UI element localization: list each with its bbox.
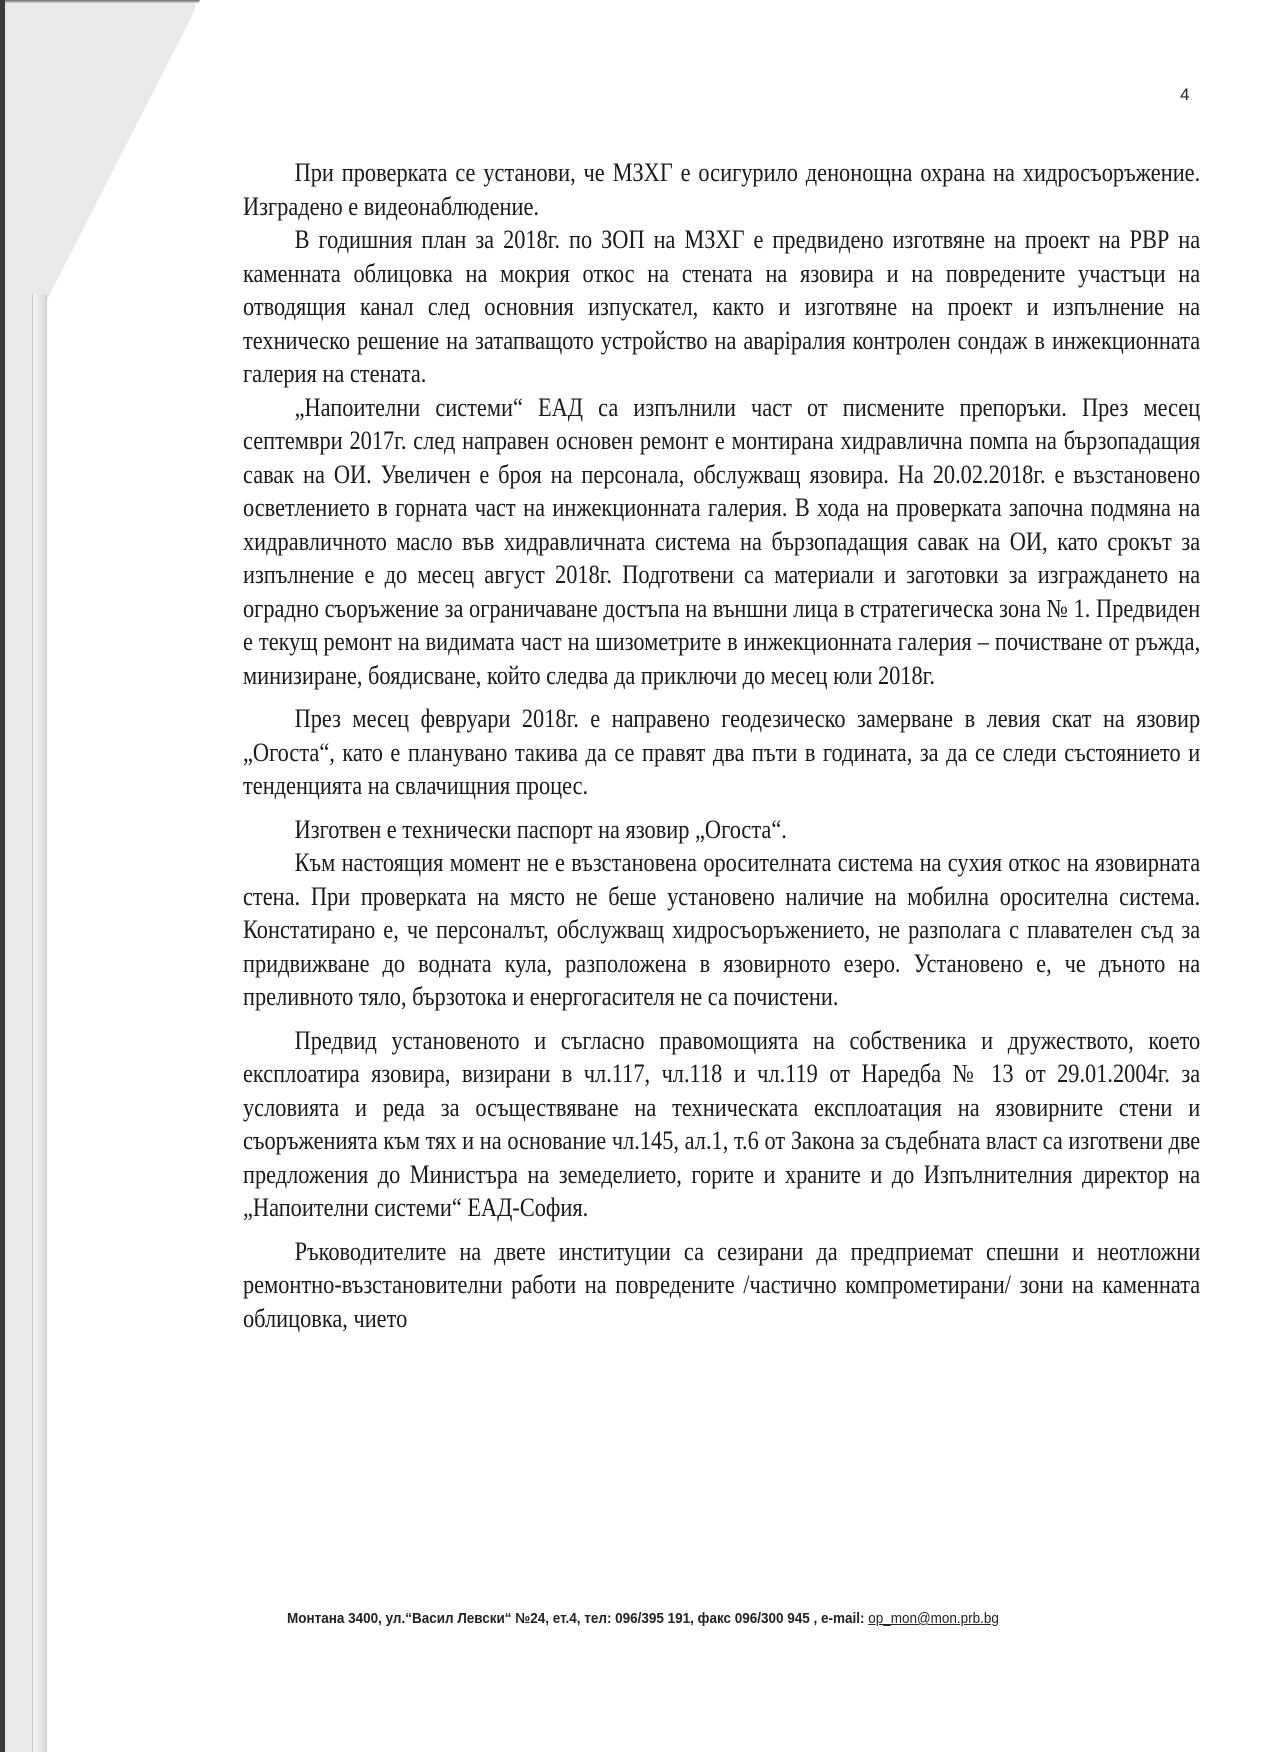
paragraph-technical-passport: Изготвен е технически паспорт на язовир „Огоста“. [294,814,787,844]
paragraph-current-status: Към настоящия момент не е възстановена оросителната система на сухия откос на язовирната стена. При проверката на място не беше установено наличие на мобилна оросителна система. Констатирано е, че персоналът, обслужващ хидросъоръжението, не разполага с плавателен съд за придвижване до водната кула, разположена в язовирното езеро. Установено е, че дъното на преливното тяло, бързотока и енергогасителя не са почистени. [243,848,1201,1011]
paragraph-legal-basis: Предвид установеното и съгласно правомощията на собственика и дружеството, което експлоатира язовира, визирани в чл.117, чл.118 и чл.119 от Наредба № 13 от 29.01.2004г. за условията и реда за осъществяване на техническата експлоатация на язовирните стени и съоръженията към тях и на основание чл.145, ал.1, т.6 от Закона за съдебната власт са изготвени две предложения до Министъра на земеделието, горите и храните и до Изпълнителния директор на „Напоителни системи“ ЕАД-София. [243,1025,1201,1222]
paragraph-geodetic-survey: През месец февруари 2018г. е направено геодезическо замерване в левия скат на язовир „Огоста“, като е планувано такива да се правят два пъти в годината, за да се следи състоянието и тенденцията на свлачищния процес. [243,704,1201,800]
document-body [243,156,1200,1335]
paragraph-irrigation-systems: „Напоителни системи“ ЕАД са изпълнили част от писмените препоръки. През месец септември 2017г. след направен основен ремонт е монтирана хидравлична помпа на бързопадащия савак на ОИ. Увеличен е броя на персонала, обслужващ язовира. На 20.02.2018г. е възстановено осветлението в горната част на инжекционната галерия. В хода на проверката започна подмяна на хидравличното масло във хидравличната система на бързопадащия савак на ОИ, като срокът за изпълнение е до месец август 2018г. Подготвени са материали и заготовки за изграждането на оградно съоръжение за ограничаване достъпа на външни лица в стратегическа зона № 1. Предвиден е текущ ремонт на видимата част на шизометрите в инжекционната галерия – почистване от ръжда, минизиране, боядисване, който следва да приключи до месец юли 2018г. [243,392,1201,690]
footer-email-link[interactable]: op_mon@mon.prb.bg [868,1611,999,1627]
paragraph-security: При проверката се установи, че МЗХГ е осигурило денонощна охрана на хидросъоръжение. Изградено е видеонаблюдение. [243,158,1201,221]
paragraph-institution-heads: Ръководителите на двете институции са сезирани да предприемат спешни и неотложни ремонтно-възстановителни работи на повредените /частично компрометирани/ зони на каменната облицовка, чието [243,1236,1201,1333]
scan-left-border [0,0,5,1752]
paragraph-annual-plan: В годишния план за 2018г. по ЗОП на МЗХГ е предвидено изготвяне на проект на РВР на каменната облицовка на мокрия откос на стената на язовира и на повредените участъци на отводящия канал след основния изпускател, както и изготвяне на проект и изпълнение на техническо решение на затапващото устройство на аварiралия контролен сондаж в инжекционната галерия на стената. [243,225,1201,388]
folded-page-edge [32,294,47,1752]
letterhead-footer [287,1611,1143,1627]
page-number: 4 [1180,85,1190,104]
footer-address: Монтана 3400, ул.“Васил Левски“ №24, ет.4, тел: 096/395 191, факс 096/300 945 , e-mail: [287,1611,869,1627]
